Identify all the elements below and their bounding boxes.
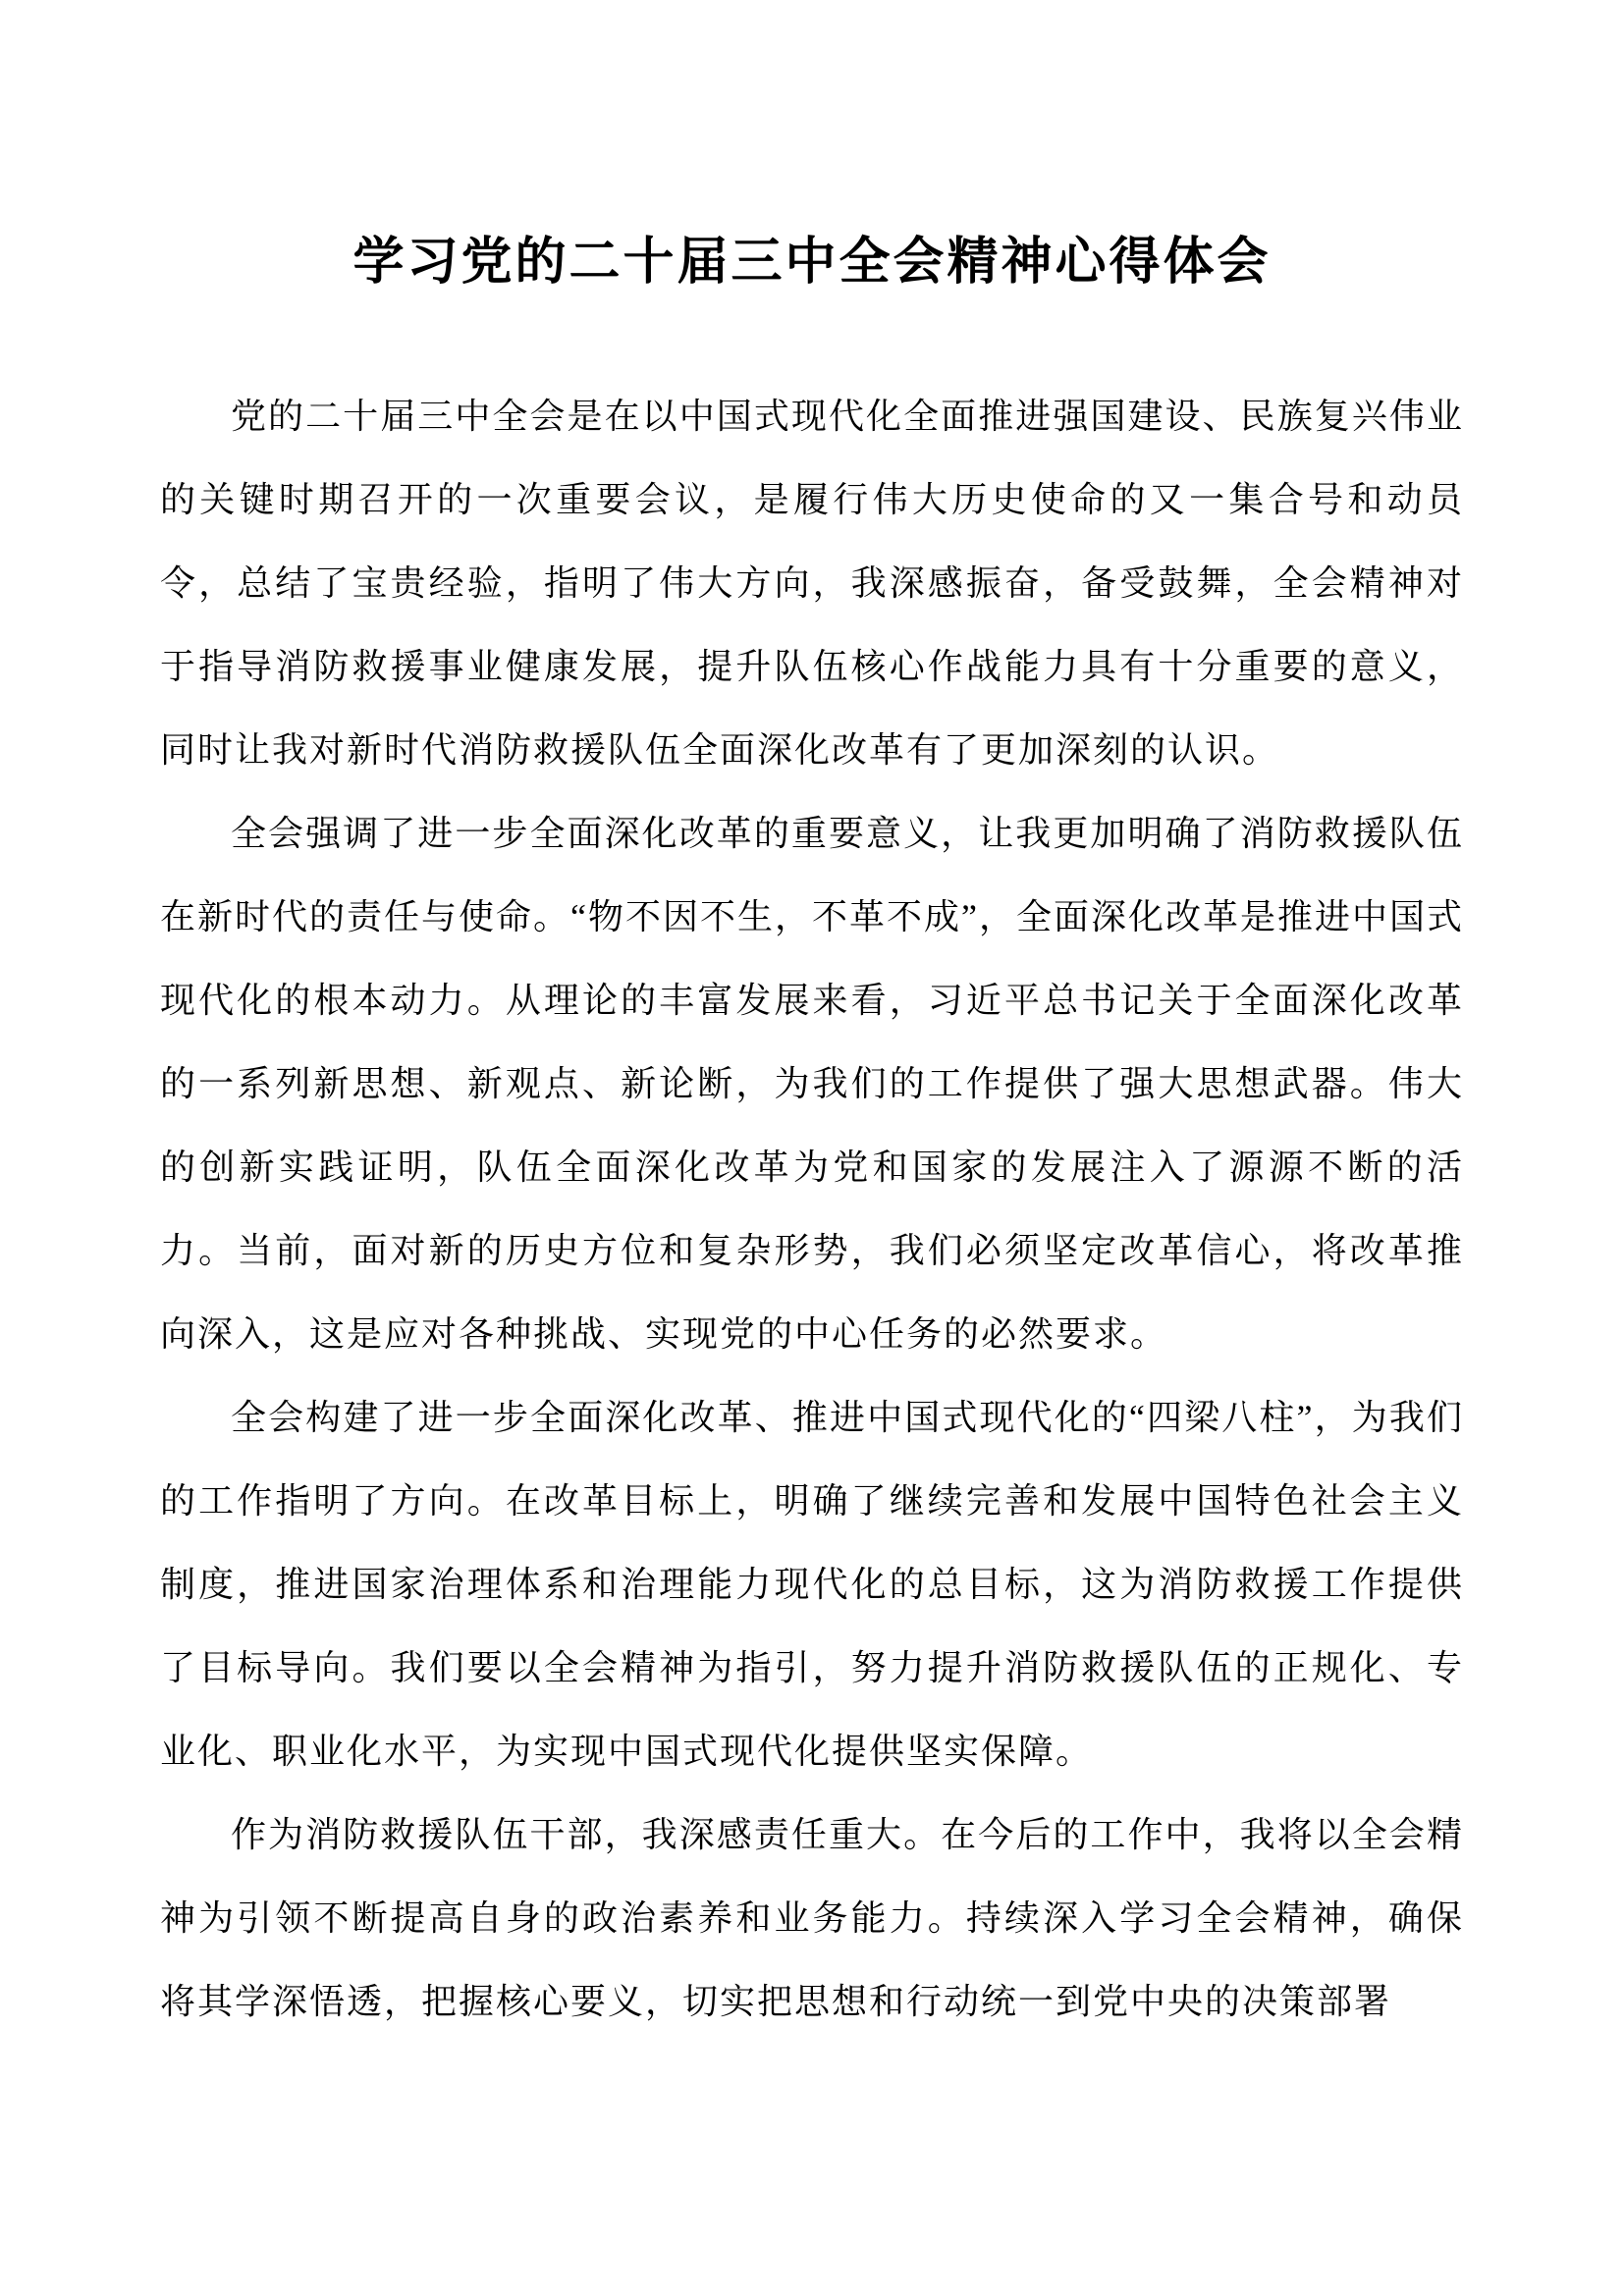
paragraph-2: 全会强调了进一步全面深化改革的重要意义，让我更加明确了消防救援队伍在新时代的责任与使命。“物不因不生，不革不成”，全面深化改革是推进中国式现代化的根本动力。从理论的丰富发展来看，习近平总书记关于全面深化改革的一系列新思想、新观点、新论断，为我们的工作提供了强大思想武器。伟大的创新实践证明，队伍全面深化改革为党和国家的发展注入了源源不断的活力。当前，面对新的历史方位和复杂形势，我们必须坚定改革信心，将改革推向深入，这是应对各种挑战、实现党的中心任务的必然要求。: [160, 814, 1464, 1354]
document-title: 学习党的二十届三中全会精神心得体会: [352, 235, 1272, 291]
paragraph-3: 全会构建了进一步全面深化改革、推进中国式现代化的“四梁八柱”，为我们的工作指明了方向。在改革目标上，明确了继续完善和发展中国特色社会主义制度，推进国家治理体系和治理能力现代化的总目标，这为消防救援工作提供了目标导向。我们要以全会精神为指引，努力提升消防救援队伍的正规化、专业化、职业化水平，为实现中国式现代化提供坚实保障。: [160, 1398, 1464, 1771]
paragraph-1: 党的二十届三中全会是在以中国式现代化全面推进强国建设、民族复兴伟业的关键时期召开的一次重要会议，是履行伟大历史使命的又一集合号和动员令，总结了宝贵经验，指明了伟大方向，我深感振奋，备受鼓舞，全会精神对于指导消防救援事业健康发展，提升队伍核心作战能力具有十分重要的意义，同时让我对新时代消防救援队伍全面深化改革有了更加深刻的认识。: [160, 397, 1464, 770]
paragraph-4: 作为消防救援队伍干部，我深感责任重大。在今后的工作中，我将以全会精神为引领不断提高自身的政治素养和业务能力。持续深入学习全会精神，确保将其学深悟透，把握核心要义，切实把思想和行动统一到党中央的决策部署: [160, 1815, 1464, 2021]
